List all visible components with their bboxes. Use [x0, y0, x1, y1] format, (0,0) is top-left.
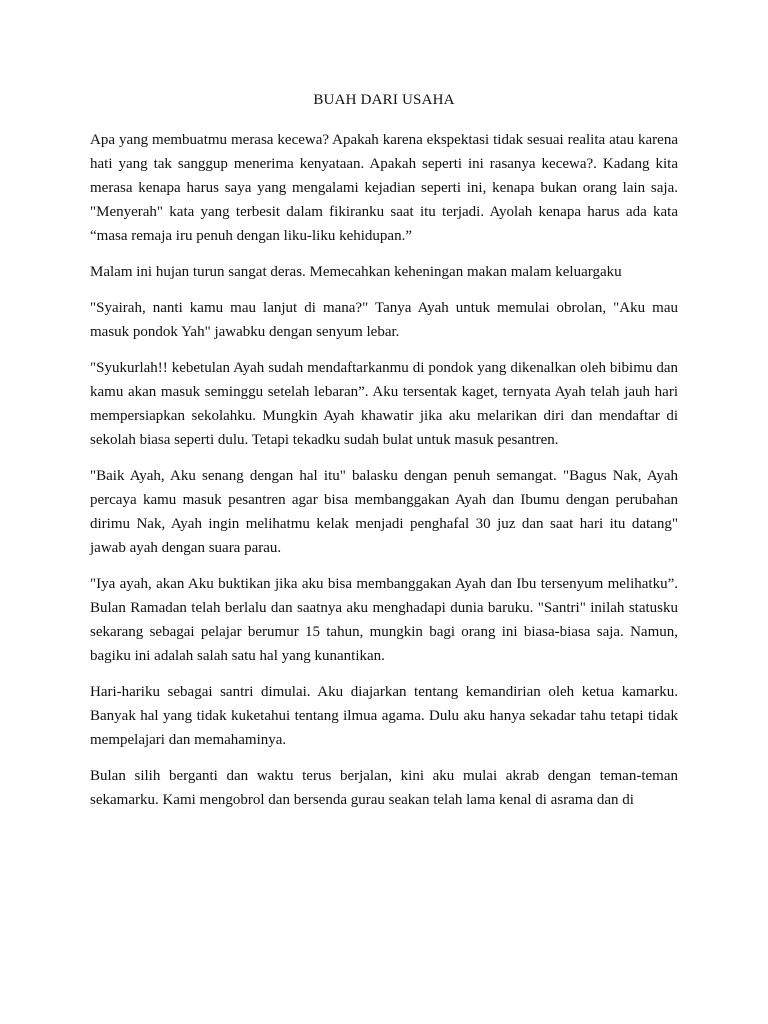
paragraph-2: Malam ini hujan turun sangat deras. Memecahkan keheningan makan malam keluargaku [90, 264, 622, 280]
paragraph-7: Hari-hariku sebagai santri dimulai. Aku diajarkan tentang kemandirian oleh ketua kamarku. Banyak hal yang tidak kuketahui tentang ilmua agama. Dulu aku hanya sekadar tahu tetapi tidak mempelajari dan memahaminya. [90, 684, 678, 748]
paragraph-3: "Syairah, nanti kamu mau lanjut di mana?" Tanya Ayah untuk memulai obrolan, "Aku mau masuk pondok Yah" jawabku dengan senyum lebar. [90, 300, 678, 340]
document-title: BUAH DARI USAHA [313, 92, 455, 108]
paragraph-5: "Baik Ayah, Aku senang dengan hal itu" balasku dengan penuh semangat. "Bagus Nak, Ayah percaya kamu masuk pesantren agar bisa membanggakan Ayah dan Ibumu dengan perubahan dirimu Nak, Ayah ingin melihatmu kelak menjadi penghafal 30 juz dan saat hari itu datang" jawab ayah dengan suara parau. [90, 468, 678, 556]
paragraph-8: Bulan silih berganti dan waktu terus berjalan, kini aku mulai akrab dengan teman-teman sekamarku. Kami mengobrol dan bersenda gurau seakan telah lama kenal di asrama dan di [90, 768, 678, 808]
paragraph-6: "Iya ayah, akan Aku buktikan jika aku bisa membanggakan Ayah dan Ibu tersenyum melihatku”. Bulan Ramadan telah berlalu dan saatnya aku menghadapi dunia baruku. "Santri" inilah statusku sekarang sebagai pelajar berumur 15 tahun, mungkin bagi orang ini biasa-biasa saja. Namun, bagiku ini adalah salah satu hal yang kunantikan. [90, 576, 678, 664]
paragraph-4: "Syukurlah!! kebetulan Ayah sudah mendaftarkanmu di pondok yang dikenalkan oleh bibimu dan kamu akan masuk seminggu setelah lebaran”. Aku tersentak kaget, ternyata Ayah telah jauh hari mempersiapkan sekolahku. Mungkin Ayah khawatir jika aku melarikan diri dan mendaftar di sekolah biasa seperti dulu. Tetapi tekadku sudah bulat untuk masuk pesantren. [90, 360, 678, 448]
paragraph-1: Apa yang membuatmu merasa kecewa? Apakah karena ekspektasi tidak sesuai realita atau karena hati yang tak sanggup menerima kenyataan. Apakah seperti ini rasanya kecewa?. Kadang kita merasa kenapa harus saya yang mengalami kejadian seperti ini, kenapa bukan orang lain saja. "Menyerah" kata yang terbesit dalam fikiranku saat itu terjadi. Ayolah kenapa harus ada kata “masa remaja iru penuh dengan liku-liku kehidupan.” [90, 132, 678, 244]
document-body [90, 128, 678, 824]
